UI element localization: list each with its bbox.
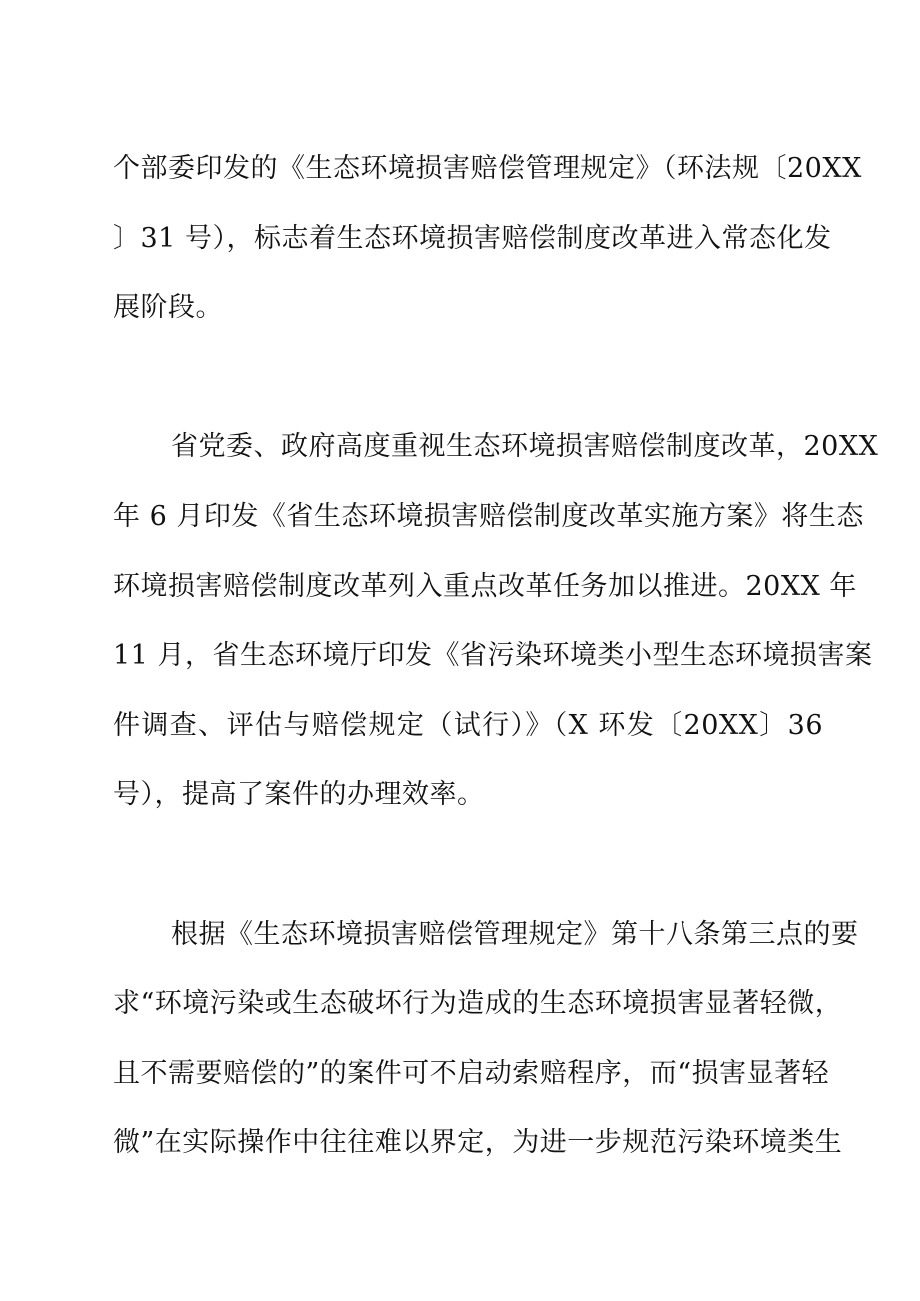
text-line: 个部委印发的《生态环境损害赔偿管理规定》（环法规〔20XX	[113, 153, 862, 184]
text-line: 年 6 月印发《省生态环境损害赔偿制度改革实施方案》将生态	[113, 500, 864, 532]
paragraph-gap	[113, 353, 823, 423]
text-line: 求“环境污染或生态破坏行为造成的生态环境损害显著轻微，	[113, 988, 843, 1020]
text-line: 〕31 号），标志着生态环境损害赔偿制度改革进入常态化发	[113, 222, 832, 254]
body-text	[113, 144, 879, 1188]
text-line: 微”在实际操作中往往难以界定，为进一步规范污染环境类生	[113, 1127, 843, 1159]
text-line: 展阶段。	[113, 292, 223, 324]
text-line: 11 月，省生态环境厅印发《省污染环境类小型生态环境损害案	[113, 640, 873, 672]
text-line: 件调查、评估与赔偿规定（试行）》（X 环发〔20XX〕36	[113, 709, 823, 741]
text-line: 环境损害赔偿制度改革列入重点改革任务加以推进。20XX 年	[113, 570, 857, 602]
text-line: 且不需要赔偿的”的案件可不启动索赔程序，而“损害显著轻	[113, 1057, 830, 1089]
text-line: 根据《生态环境损害赔偿管理规定》第十八条第三点的要	[171, 918, 859, 950]
paragraph-gap	[113, 840, 823, 910]
text-line: 省党委、政府高度重视生态环境损害赔偿制度改革，20XX	[171, 431, 879, 463]
text-line: 号），提高了案件的办理效率。	[113, 779, 485, 811]
